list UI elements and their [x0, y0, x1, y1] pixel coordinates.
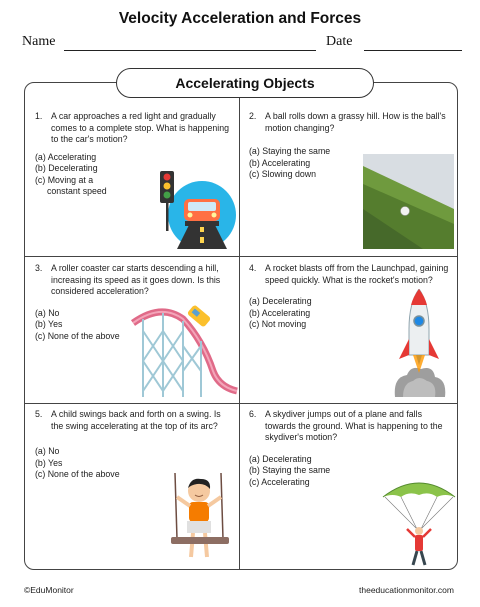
question-number: 3.: [35, 263, 43, 273]
question-5: [35, 409, 235, 481]
question-number: 2.: [249, 111, 257, 121]
option-c[interactable]: (c) Moving at a: [35, 174, 94, 185]
option-b[interactable]: (b) Decelerating: [35, 163, 98, 173]
option-c[interactable]: (c) Not moving: [249, 319, 307, 329]
option-b[interactable]: (b) Yes: [35, 319, 63, 329]
date-label: Date: [326, 34, 353, 49]
grassy-hill-image: [363, 154, 454, 249]
option-c[interactable]: (c) Accelerating: [249, 476, 310, 487]
option-a[interactable]: (a) Decelerating: [249, 296, 312, 306]
option-c[interactable]: (c) None of the above: [35, 469, 120, 479]
option-b[interactable]: (b) Yes: [35, 457, 63, 468]
car-traffic-light-image: [157, 169, 237, 251]
section-title: Accelerating Objects: [116, 68, 374, 98]
question-text: A rocket blasts off from the Launchpad, gaining speed quickly. What is the rocket's motion?: [265, 263, 449, 285]
question-number: 1.: [35, 111, 43, 121]
name-line[interactable]: [64, 50, 316, 51]
option-b[interactable]: (b) Accelerating: [249, 157, 311, 168]
questions-grid: [24, 82, 458, 570]
child-swing-image: [163, 473, 237, 569]
question-text: A roller coaster car starts descending a hill, increasing its speed as it goes down. Is this considered acceleration?: [51, 263, 221, 296]
date-line[interactable]: [364, 50, 462, 51]
option-a[interactable]: (a) Decelerating: [249, 453, 312, 464]
skydiver-image: [381, 475, 457, 567]
rocket-image: [389, 289, 449, 399]
option-a[interactable]: (a) No: [35, 446, 60, 456]
question-text: A car approaches a red light and gradually comes to a complete stop. What is happening to the car's motion?: [51, 111, 229, 144]
option-a[interactable]: (a) No: [35, 307, 60, 318]
footer-website[interactable]: theeducationmonitor.com: [359, 585, 454, 595]
name-label: Name: [22, 34, 56, 49]
option-c-continued: constant speed: [47, 186, 107, 196]
question-number: 4.: [249, 263, 257, 273]
worksheet-title: Velocity Acceleration and Forces: [118, 10, 362, 27]
option-a[interactable]: (a) Accelerating: [35, 151, 97, 162]
option-b[interactable]: (b) Accelerating: [249, 307, 311, 318]
roller-coaster-image: [131, 301, 239, 399]
question-text: A child swings back and forth on a swing. Is the swing accelerating at the top of its arc?: [51, 409, 221, 431]
grid-divider-1: [25, 256, 457, 257]
grid-divider-vertical: [239, 83, 240, 569]
option-a[interactable]: (a) Staying the same: [249, 146, 331, 156]
option-b[interactable]: (b) Staying the same: [249, 465, 331, 475]
question-number: 5.: [35, 409, 43, 419]
option-c[interactable]: (c) Slowing down: [249, 169, 316, 179]
option-c[interactable]: (c) None of the above: [35, 330, 120, 341]
question-text: A skydiver jumps out of a plane and falls towards the ground. What is happening to the skydiver's motion?: [265, 409, 443, 442]
grid-divider-2: [25, 403, 457, 404]
question-number: 6.: [249, 409, 257, 419]
footer-copyright: ©EduMonitor: [24, 585, 74, 595]
question-text: A ball rolls down a grassy hill. How is the ball's motion changing?: [265, 111, 446, 133]
